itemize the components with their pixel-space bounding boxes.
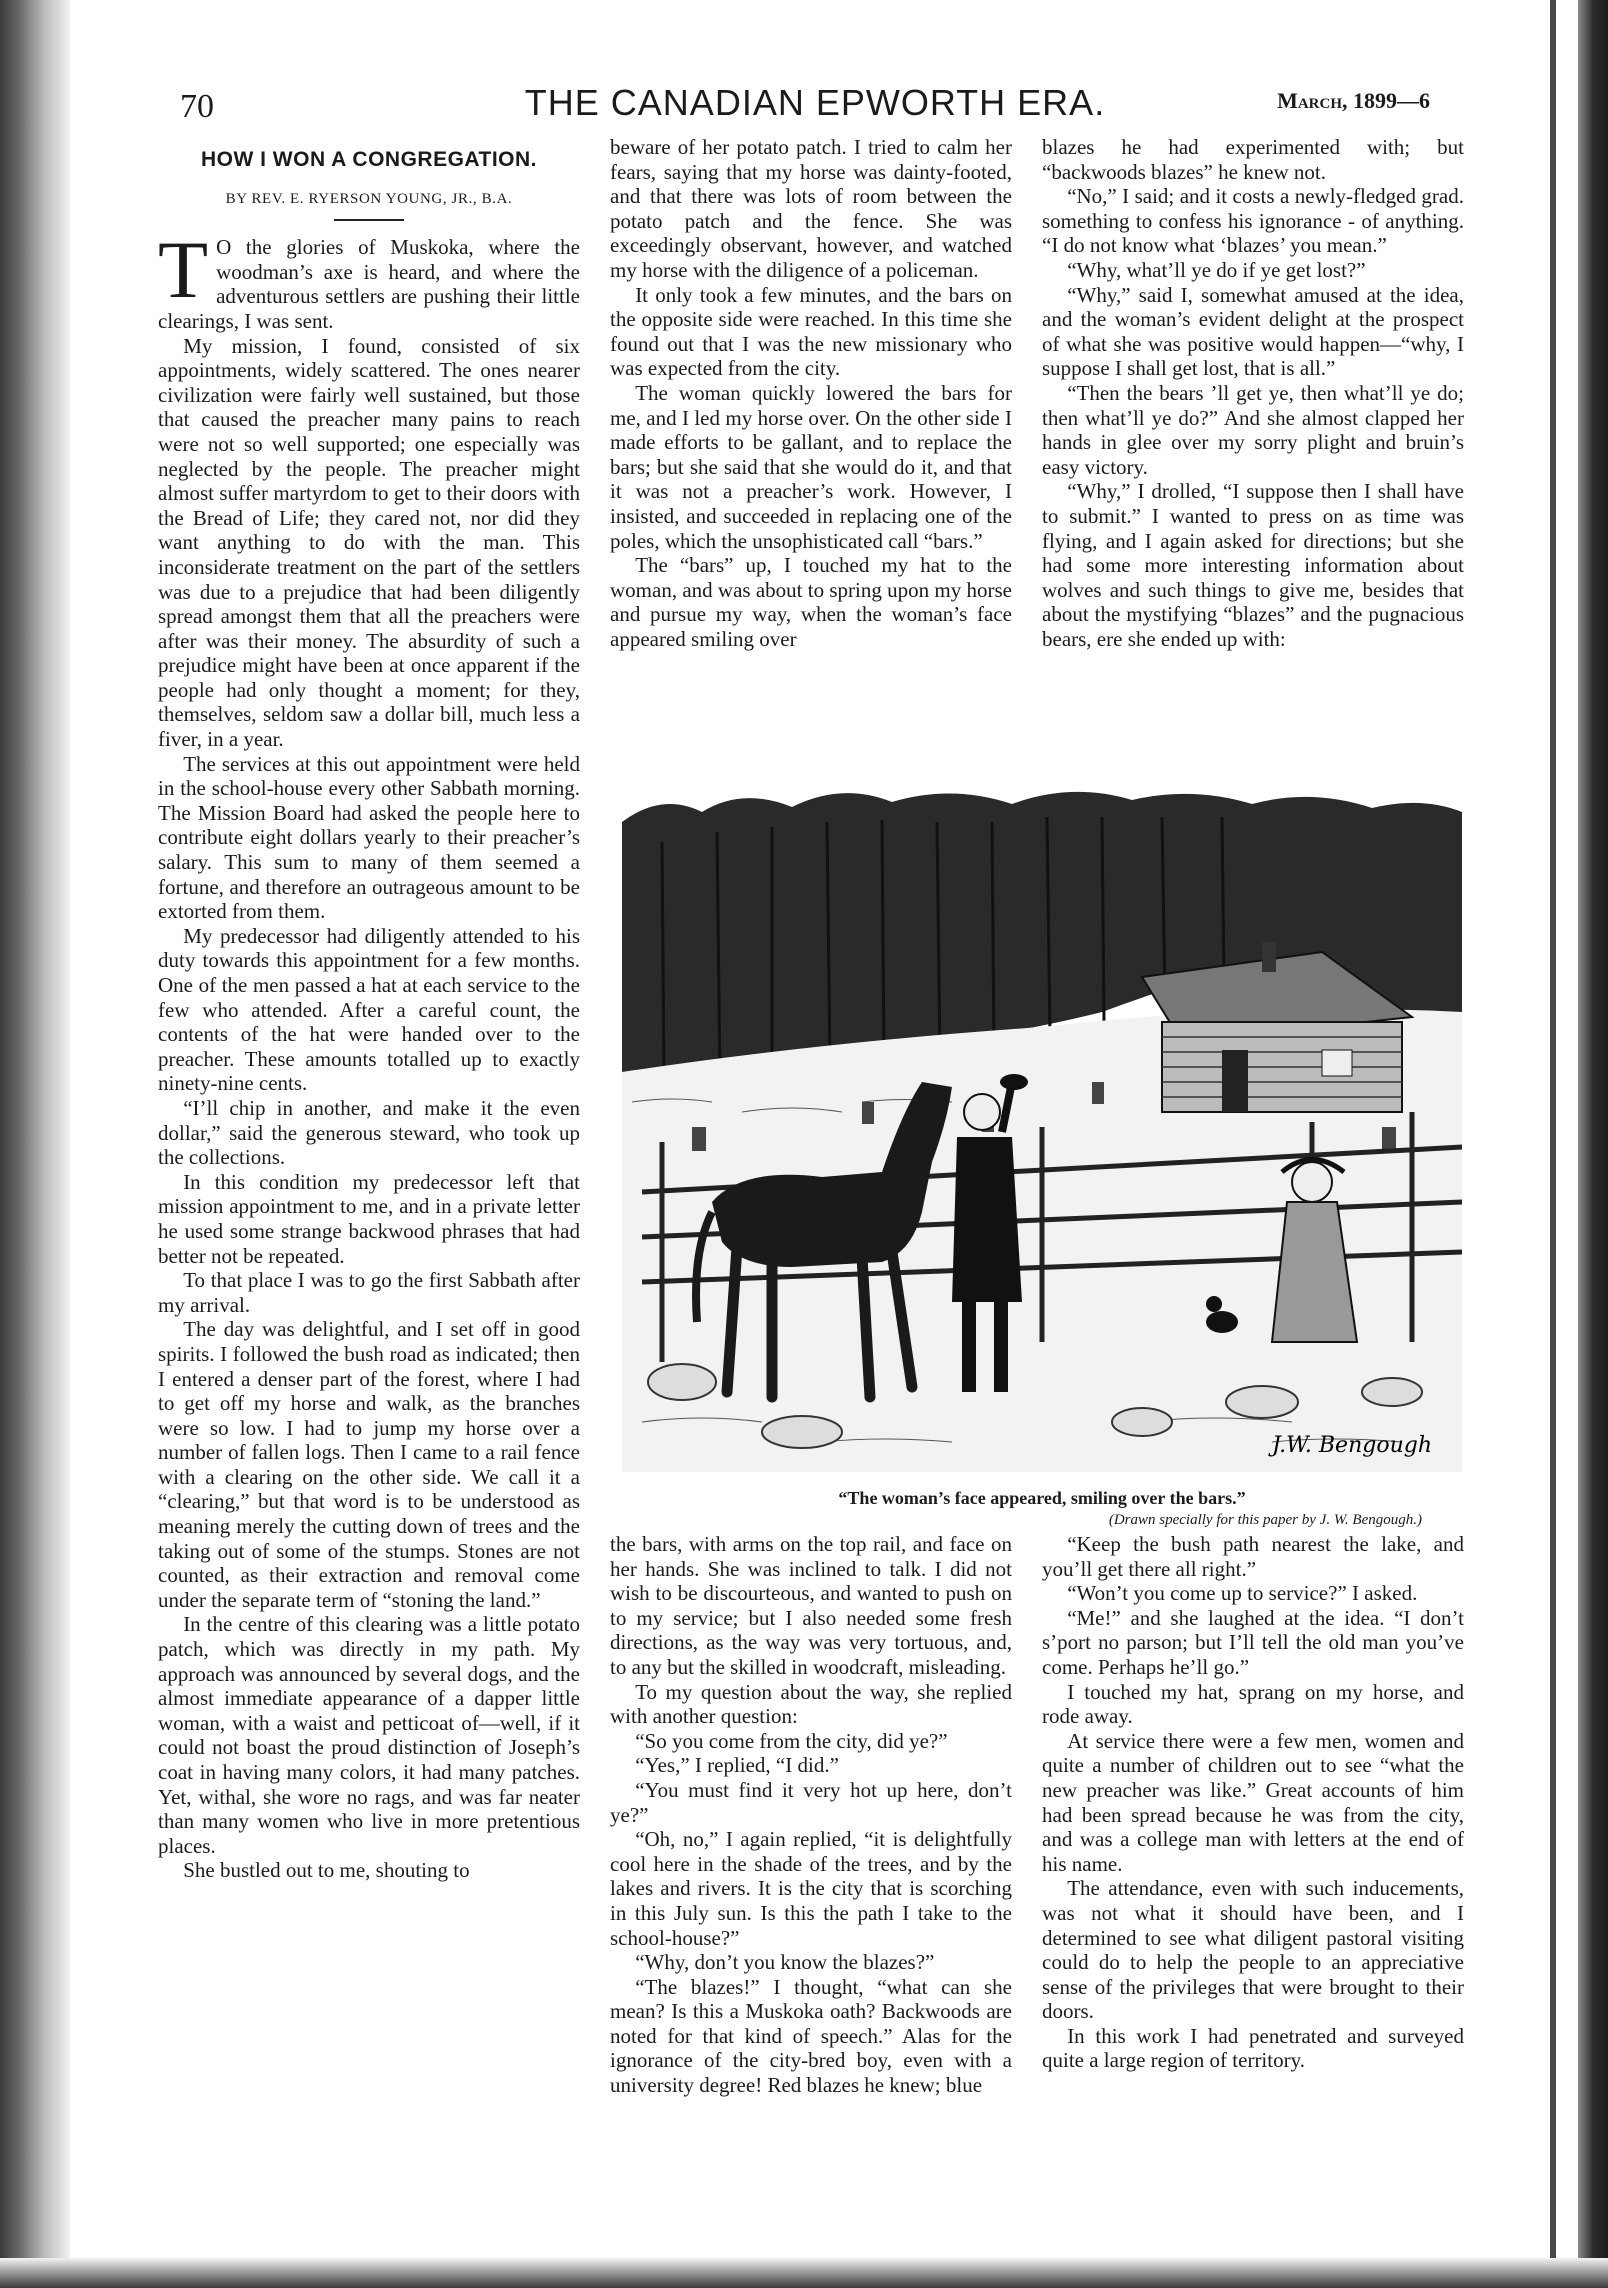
- paragraph: The attendance, even with such inducements, was not what it should have been, and I determined to see what diligent pastoral visiting could do to help the people to an appreciative sense of the privileges that were brought to their doors.: [1042, 1876, 1464, 2024]
- scan-bottom-edge: [0, 2258, 1608, 2288]
- paragraph: In the centre of this clearing was a little potato patch, which was directly in my path. My approach was announced by several dogs, and the almost immediate appearance of a dapper little woman, with a waist and petticoat of—well, if it could not boast the proud distinction of Joseph’s coat in having many colors, it had many patches. Yet, withal, she wore no rags, and was far neater than many women who live in more pretentious places.: [158, 1612, 580, 1858]
- paragraph-text: O the glories of Muskoka, where the woodman’s axe is heard, and where the adventurous settlers are pushing their little clearings, I was sent.: [158, 235, 580, 333]
- article-column-3-top: [1042, 135, 1464, 651]
- paragraph: The woman quickly lowered the bars for me, and I led my horse over. On the other side I made efforts to be gallant, and to replace the bars; but she said that she would do it, and that it was not a preacher’s work. However, I insisted, and succeeded in replacing one of the poles, which the unsophisticated call “bars.”: [610, 380, 1012, 553]
- paragraph: The services at this out appointment were held in the school-house every other Sabbath morning. The Mission Board had asked the people here to contribute eight dollars yearly to their preacher’s salary. This sum to many of them seemed a fortune, and therefore an outrageous amount to be extorted from them.: [158, 751, 580, 924]
- issue-date: March, 1899—6: [1277, 88, 1430, 113]
- paragraph: “Won’t you come up to service?” I asked.: [1067, 1581, 1418, 1606]
- paragraph: My mission, I found, consisted of six appointments, widely scattered. The ones nearer civilization were fairly well sustained, but those that caused the preacher many pains to reach were not so well supported; one especially was neglected by the people. The preacher might almost suffer martyrdom to get to their doors with the Bread of Life; they cared not, nor did they want anything to do with the man. This inconsiderate treatment on the part of the settlers was due to a prejudice that had been diligently spread amongst them that all the preachers were after was their money. The absurdity of such a prejudice might have been at once apparent if the people had only thought a moment; for they, themselves, seldom saw a dollar bill, much less a fiver, in a year.: [158, 333, 580, 752]
- magazine-page: [150, 60, 1480, 2250]
- paragraph: blazes he had experimented with; but “backwoods blazes” he knew not.: [1042, 135, 1464, 184]
- running-head: [150, 70, 1480, 130]
- paragraph: “I’ll chip in another, and make it the even dollar,” said the generous steward, who took up the collections.: [158, 1095, 580, 1170]
- article-column-1: [158, 140, 580, 1883]
- paragraph: the bars, with arms on the top rail, and face on her hands. She was inclined to talk. I did not wish to be discourteous, and wanted to push on to my service; but I also needed some fresh directions, as the way was very tortuous, and, to any but the skilled in woodcraft, misleading.: [610, 1532, 1012, 1679]
- forest-clearing-engraving: [622, 782, 1462, 1522]
- paragraph: beware of her potato patch. I tried to calm her fears, saying that my horse was dainty-footed, and that there was lots of room between the potato patch and the fence. She was exceedingly observant, however, and watched my horse with the diligence of a policeman.: [610, 135, 1012, 282]
- paragraph: “The blazes!” I thought, “what can she mean? Is this a Muskoka oath? Backwoods are noted for that kind of speech.” Alas for the ignorance of the city-bred boy, even with a university degree! Red blazes he knew; blue: [610, 1974, 1012, 2098]
- paragraph: “You must find it very hot up here, don’t ye?”: [610, 1777, 1012, 1827]
- paragraph: “So you come from the city, did ye?”: [635, 1728, 948, 1753]
- paragraph: “Me!” and she laughed at the idea. “I don’t s’port no parson; but I’ll tell the old man you’ve come. Perhaps he’ll go.”: [1042, 1605, 1464, 1679]
- artist-signature: J.W. Bengough: [1272, 1433, 1432, 1458]
- paragraph: “Keep the bush path nearest the lake, and you’ll get there all right.”: [1042, 1532, 1464, 1581]
- article-title: HOW I WON A CONGREGATION.: [200, 148, 538, 171]
- article-column-3-bottom: [1042, 1532, 1464, 2073]
- paragraph: “Why, what’ll ye do if ye get lost?”: [1067, 257, 1366, 282]
- paragraph: “Why,” I drolled, “I suppose then I shall have to submit.” I wanted to press on as time was flying, and I again asked for directions; but she had some more interesting information about wolves and such things to give me, besides that about the mystifying “blazes” and the pugnacious bears, ere she ended up with:: [1042, 479, 1464, 651]
- paragraph: My predecessor had diligently attended to his duty towards this appointment for a few months. One of the men passed a hat at each service to the few who attended. After a careful count, the contents of the hat were handed over to the preacher. These amounts totalled up to exactly ninety-nine cents.: [158, 923, 580, 1096]
- paragraph: The day was delightful, and I set off in good spirits. I followed the bush road as indicated; then I entered a denser part of the forest, where I had to get off my horse and walk, as the branches were so low. I had to jump my horse over a number of fallen logs. Then I came to a rail fence with a clearing on the other side. We call it a “clearing,” but that word is to be understood as meaning merely the cutting down of trees and the taking out of some of the stumps. Stones are not counted, as their extraction and removal come under the separate term of “stoning the land.”: [158, 1317, 580, 1612]
- paragraph: “Oh, no,” I again replied, “it is delightfully cool here in the shade of the trees, and by the lakes and rivers. It is the city that is scorching in this July sun. Is this the path I take to the school-house?”: [610, 1827, 1012, 1950]
- paragraph: “Yes,” I replied, “I did.”: [635, 1753, 839, 1778]
- paragraph: She bustled out to me, shouting to: [183, 1858, 470, 1883]
- paragraph: “Why, don’t you know the blazes?”: [635, 1950, 935, 1975]
- paragraph: In this condition my predecessor left that mission appointment to me, and in a private letter he used some strange backwood phrases that had better not be repeated.: [158, 1169, 580, 1268]
- scan-right-rule: [1550, 0, 1556, 2288]
- title-rule: [334, 219, 404, 221]
- article-byline: BY REV. E. RYERSON YOUNG, JR., B.A.: [225, 190, 513, 207]
- paragraph: To that place I was to go the first Sabbath after my arrival.: [158, 1268, 580, 1317]
- illustration: [622, 782, 1462, 1532]
- paragraph: In this work I had penetrated and surveyed quite a large region of territory.: [1042, 2023, 1464, 2073]
- paragraph: It only took a few minutes, and the bars on the opposite side were reached. In this time she found out that I was the new missionary who was expected from the city.: [610, 282, 1012, 381]
- paragraph: The “bars” up, I touched my hat to the woman, and was about to spring upon my horse and pursue my way, when the woman’s face appeared smiling over: [610, 553, 1012, 651]
- paragraph: “Then the bears ’ll get ye, then what’ll ye do; then what’ll ye do?” And she almost clapped her hands in glee over my sorry plight and bruin’s easy victory.: [1042, 380, 1464, 479]
- scan-binding-edge: [1578, 0, 1608, 2288]
- paragraph: At service there were a few men, women and quite a number of children out to see “what the new preacher was like.” Great accounts of him had been spread because he was from the city, and was a college man with letters at the end of his name.: [1042, 1728, 1464, 1876]
- article-column-2-top: [610, 135, 1012, 651]
- paragraph: “No,” I said; and it costs a newly-fledged grad. something to confess his ignorance - of anything. “I do not know what ‘blazes’ you mean.”: [1042, 184, 1464, 258]
- article-column-2-bottom: [610, 1532, 1012, 2098]
- paragraph: To my question about the way, she replied with another question:: [610, 1679, 1012, 1729]
- journal-title: THE CANADIAN EPWORTH ERA.: [524, 82, 1106, 123]
- paragraph: “Why,” said I, somewhat amused at the idea, and the woman’s evident delight at the prospect of what she was positive would happen—“why, I suppose I shall get lost, that is all.”: [1042, 282, 1464, 381]
- paragraph: I touched my hat, sprang on my horse, and rode away.: [1042, 1679, 1464, 1729]
- illustration-credit: (Drawn specially for this paper by J. W. Bengough.): [1108, 1512, 1422, 1528]
- page-number: 70: [180, 88, 214, 125]
- illustration-caption: “The woman’s face appeared, smiling over the bars.”: [838, 1488, 1246, 1508]
- drop-cap: T: [158, 224, 209, 316]
- scan-left-edge: [0, 0, 70, 2288]
- paragraph: [158, 224, 580, 333]
